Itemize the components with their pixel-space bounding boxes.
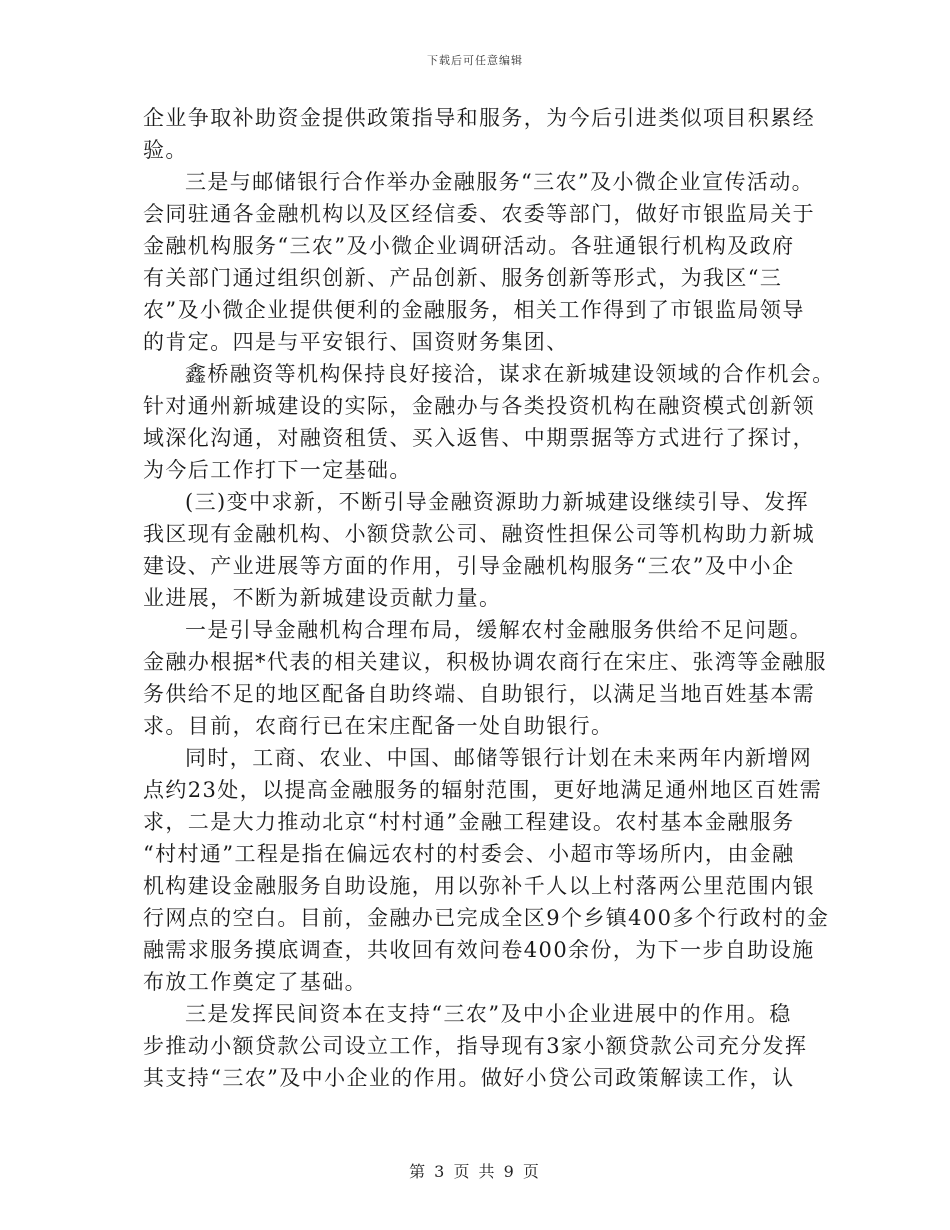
- body-text-line: 企业争取补助资金提供政策指导和服务，为今后引进类似项目积累经: [143, 106, 815, 130]
- body-text-line: 布放工作奠定了基础。: [143, 970, 367, 994]
- page-number-footer: 第 3 页 共 9 页: [409, 1162, 541, 1181]
- body-text-line: 点约23处，以提高金融服务的辐射范围，更好地满足通州地区百姓需: [143, 778, 823, 802]
- body-text-line: 务供给不足的地区配备自助终端、自助银行，以满足当地百姓基本需: [143, 682, 815, 706]
- body-text-line: 金融办根据*代表的相关建议，积极协调农商行在宋庄、张湾等金融服: [143, 650, 827, 674]
- body-text-line: 针对通州新城建设的实际，金融办与各类投资机构在融资模式创新领: [143, 394, 815, 418]
- body-text-line: 三是与邮储银行合作举办金融服务“三农”及小微企业宣传活动。: [185, 170, 815, 194]
- body-text-line: 的肯定。四是与平安银行、国资财务集团、: [143, 330, 569, 354]
- body-text-line: 鑫桥融资等机构保持良好接洽，谋求在新城建设领域的合作机会。: [185, 362, 835, 386]
- body-text-line: 同时，工商、农业、中国、邮储等银行计划在未来两年内新增网: [185, 746, 813, 770]
- body-text-line: 融需求服务摸底调查，共收回有效问卷400余份，为下一步自助设施: [143, 938, 815, 962]
- body-text-line: 会同驻通各金融机构以及区经信委、农委等部门，做好市银监局关于: [143, 202, 815, 226]
- body-text-line: 域深化沟通，对融资租赁、买入返售、中期票据等方式进行了探讨，: [143, 426, 815, 450]
- body-text-line: 机构建设金融服务自助设施，用以弥补千人以上村落两公里范围内银: [143, 874, 815, 898]
- body-text-line: “村村通”工程是指在偏远农村的村委会、小超市等场所内，由金融: [143, 842, 795, 866]
- body-text-line: 农”及小微企业提供便利的金融服务，相关工作得到了市银监局领导: [143, 298, 805, 322]
- body-text-line: 建设、产业进展等方面的作用，引导金融机构服务“三农”及中小企: [143, 554, 795, 578]
- body-text-line: 验。: [143, 138, 188, 162]
- body-text-line: 业进展，不断为新城建设贡献力量。: [143, 586, 502, 610]
- body-text-line: 其支持“三农”及中小企业的作用。做好小贷公司政策解读工作，认: [143, 1066, 795, 1090]
- body-text-line: 有关部门通过组织创新、产品创新、服务创新等形式，为我区“三: [143, 266, 783, 290]
- body-text-line: 一是引导金融机构合理布局，缓解农村金融服务供给不足问题。: [185, 618, 813, 642]
- page-header-note: 下载后可任意编辑: [427, 54, 523, 67]
- body-text-line: 我区现有金融机构、小额贷款公司、融资性担保公司等机构助力新城: [143, 522, 815, 546]
- body-text-line: 求。目前，农商行已在宋庄配备一处自助银行。: [143, 714, 614, 738]
- body-text-line: 金融机构服务“三农”及小微企业调研活动。各驻通银行机构及政府: [143, 234, 795, 258]
- document-body: [143, 102, 835, 1094]
- body-text-line: 为今后工作打下一定基础。: [143, 458, 412, 482]
- body-text-line: 行网点的空白。目前，金融办已完成全区9个乡镇400多个行政村的金: [143, 906, 830, 930]
- body-text-line: 步推动小额贷款公司设立工作，指导现有3家小额贷款公司充分发挥: [143, 1034, 808, 1058]
- body-text-line: (三)变中求新，不断引导金融资源助力新城建设继续引导、发挥: [185, 490, 809, 514]
- body-text-line: 求，二是大力推动北京“村村通”金融工程建设。农村基本金融服务: [143, 810, 795, 834]
- body-text-line: 三是发挥民间资本在支持“三农”及中小企业进展中的作用。稳: [185, 1002, 792, 1026]
